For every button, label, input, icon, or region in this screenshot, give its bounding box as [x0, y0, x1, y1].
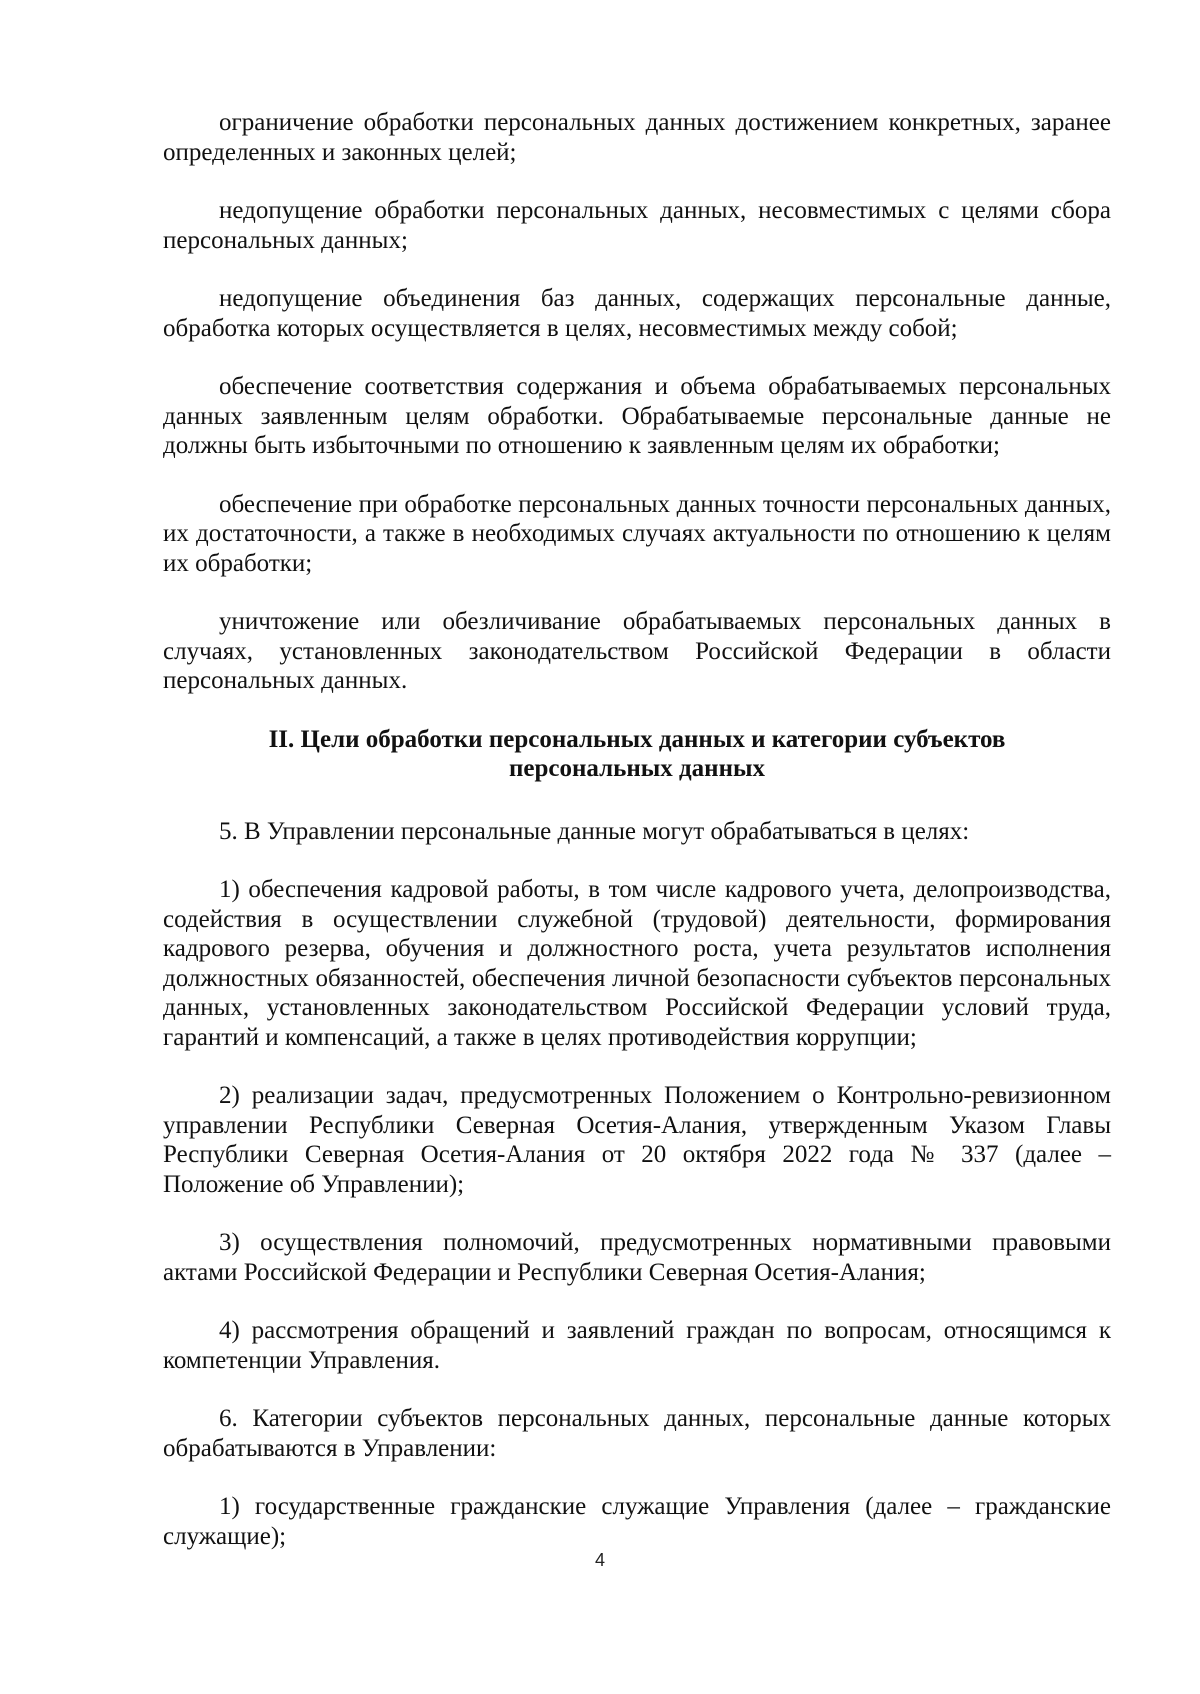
paragraph-item-5-3: 3) осуществления полномочий, предусмотренных нормативными правовыми актами Российской Федерации и Республики Северная Осетия-Алания; — [163, 1229, 1111, 1286]
paragraph-item-5-1: 1) обеспечения кадровой работы, в том числе кадрового учета, делопроизводства, содействия в осуществлении служебной (трудовой) деятельности, формирования кадрового резерва, обучения и должностного роста, учета результатов исполнения должностных обязанностей, обеспечения личной безопасности субъектов персональных данных, установленных законодательством Российской Федерации условий труда, гарантий и компенсаций, а также в целях противодействия коррупции; — [163, 876, 1111, 1051]
paragraph-database-merge: недопущение объединения баз данных, содержащих персональные данные, обработка которых осуществляется в целях, несовместимых между собой; — [163, 285, 1111, 342]
section-heading-line-1: II. Цели обработки персональных данных и категории субъектов — [268, 725, 1006, 753]
paragraph-limit-purposes: ограничение обработки персональных данных достижением конкретных, заранее определенных и законных целей; — [163, 109, 1111, 166]
paragraph-content-volume: обеспечение соответствия содержания и объема обрабатываемых персональных данных заявленным целям обработки. Обрабатываемые персональные данные не должны быть избыточными по отношению к заявленным целям их обработки; — [163, 373, 1111, 459]
section-heading — [163, 725, 1111, 784]
paragraph-item-5-4: 4) рассмотрения обращений и заявлений граждан по вопросам, относящимся к компетенции Управления. — [163, 1317, 1111, 1374]
paragraph-destruction: уничтожение или обезличивание обрабатываемых персональных данных в случаях, установленных законодательством Российской Федерации в области персональных данных. — [163, 608, 1111, 694]
paragraph-item-5: 5. В Управлении персональные данные могут обрабатываться в целях: — [219, 817, 970, 845]
page-content — [163, 108, 1111, 1580]
page-number: 4 — [594, 1550, 605, 1570]
paragraph-item-6: 6. Категории субъектов персональных данных, персональные данные которых обрабатываются в Управлении: — [163, 1405, 1111, 1462]
paragraph-item-5-2: 2) реализации задач, предусмотренных Положением о Контрольно-ревизионном управлении Республики Северная Осетия-Алания, утвержденным Указом Главы Республики Северная Осетия-Алания от 20 октября 2022 года № 337 (далее – Положение об Управлении); — [163, 1082, 1111, 1198]
paragraph-incompatible-processing: недопущение обработки персональных данных, несовместимых с целями сбора персональных данных; — [163, 197, 1111, 254]
section-heading-line-2: персональных данных — [508, 755, 766, 782]
paragraph-accuracy: обеспечение при обработке персональных данных точности персональных данных, их достаточности, а также в необходимых случаях актуальности по отношению к целям их обработки; — [163, 490, 1111, 577]
paragraph-item-6-1: 1) государственные гражданские служащие Управления (далее – гражданские служащие); — [163, 1493, 1111, 1550]
